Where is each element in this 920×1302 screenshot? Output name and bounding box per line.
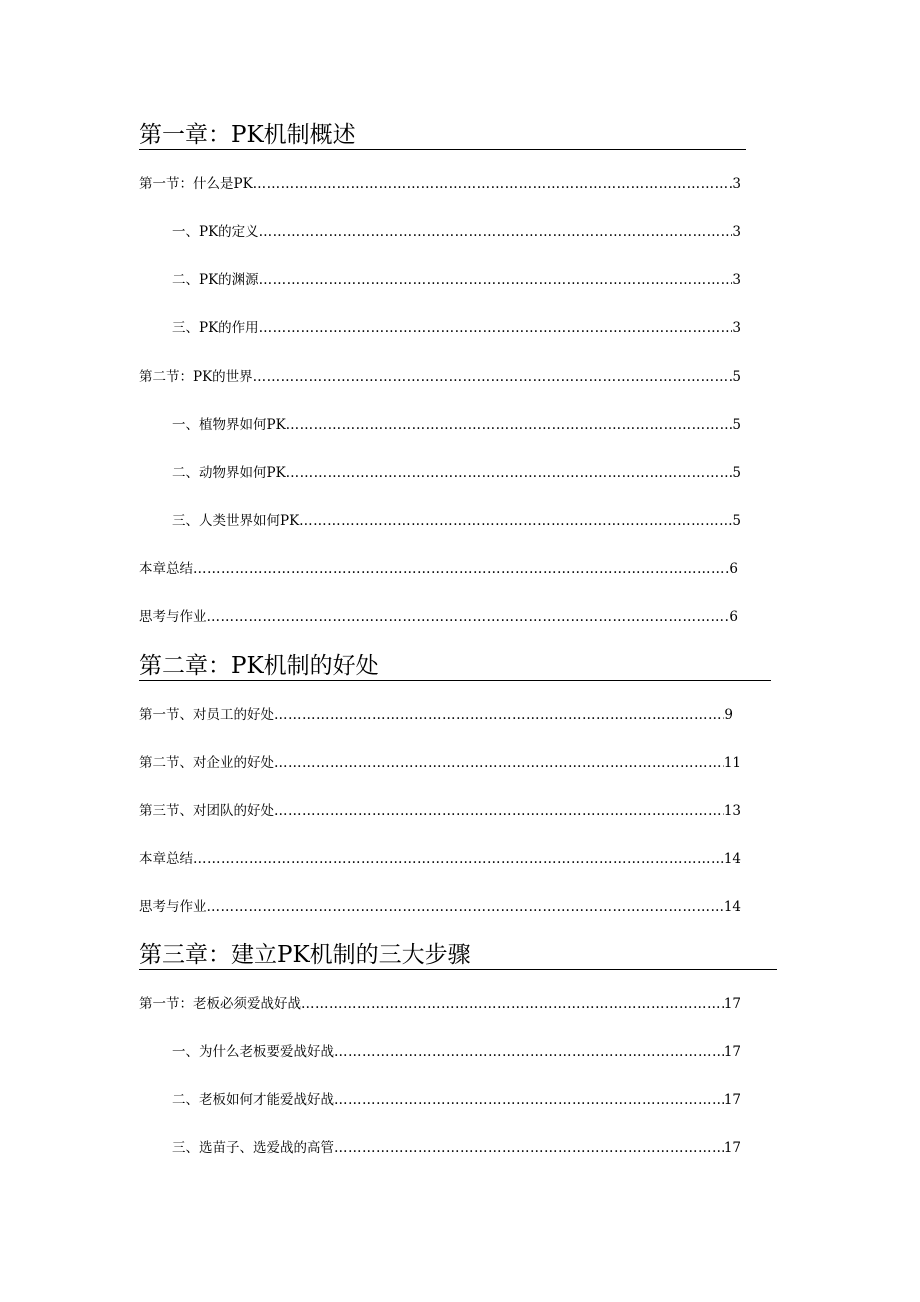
toc-entry-page: 9 <box>724 707 733 723</box>
toc-entry-page: 17 <box>723 996 741 1012</box>
toc-entry-label: 二、动物界如何PK <box>172 465 286 481</box>
toc-entry[interactable] <box>172 511 741 531</box>
toc-entry-page: 3 <box>732 224 741 240</box>
dot-leader <box>259 270 733 290</box>
dot-leader <box>299 511 732 531</box>
toc-entry[interactable] <box>139 607 738 627</box>
toc-entry-label: 第三节、对团队的好处 <box>139 803 274 819</box>
toc-entry[interactable] <box>139 367 741 387</box>
toc-entry-page: 14 <box>723 899 741 915</box>
toc-entry[interactable] <box>172 1090 741 1110</box>
dot-leader <box>253 367 733 387</box>
toc-entry-page: 5 <box>732 465 741 481</box>
chapter-3-title[interactable]: 第三章：建立PK机制的三大步骤 <box>139 941 777 970</box>
dot-leader <box>301 994 724 1014</box>
dot-leader <box>207 607 730 627</box>
toc-entry[interactable] <box>139 994 741 1014</box>
toc-entry-label: 第二节、对企业的好处 <box>139 755 274 771</box>
toc-entry-page: 17 <box>723 1092 741 1108</box>
toc-entry-page: 13 <box>723 803 741 819</box>
dot-leader <box>274 753 724 773</box>
toc-entry-label: 二、老板如何才能爱战好战 <box>172 1092 334 1108</box>
toc-entry-page: 3 <box>732 320 741 336</box>
dot-leader <box>193 849 724 869</box>
toc-entry-page: 17 <box>723 1044 741 1060</box>
toc-entry-label: 第一节：老板必须爱战好战 <box>139 996 301 1012</box>
dot-leader <box>259 318 733 338</box>
toc-entry[interactable] <box>139 849 741 869</box>
toc-entry[interactable] <box>172 270 741 290</box>
toc-entry-page: 14 <box>723 851 741 867</box>
toc-entry-label: 本章总结 <box>139 851 193 867</box>
dot-leader <box>259 222 733 242</box>
toc-entry[interactable] <box>172 222 741 242</box>
dot-leader <box>274 801 724 821</box>
toc-entry[interactable] <box>172 1042 741 1062</box>
toc-entry[interactable] <box>139 801 741 821</box>
toc-entry-label: 思考与作业 <box>139 899 207 915</box>
toc-entry-label: 一、植物界如何PK <box>172 417 286 433</box>
toc-entry-label: 一、为什么老板要爱战好战 <box>172 1044 334 1060</box>
toc-entry[interactable] <box>139 753 741 773</box>
chapter-2-title[interactable]: 第二章：PK机制的好处 <box>139 652 771 681</box>
toc-entry-label: 三、选苗子、选爱战的高管 <box>172 1140 334 1156</box>
chapter-1-title[interactable]: 第一章：PK机制概述 <box>139 121 746 150</box>
dot-leader <box>193 559 729 579</box>
toc-entry-page: 5 <box>732 417 741 433</box>
toc-entry-label: 二、PK的渊源 <box>172 272 259 288</box>
dot-leader <box>286 415 733 435</box>
dot-leader <box>334 1042 724 1062</box>
toc-entry-page: 17 <box>723 1140 741 1156</box>
toc-entry[interactable] <box>172 318 741 338</box>
dot-leader <box>286 463 733 483</box>
toc-entry-page: 3 <box>732 176 741 192</box>
toc-entry[interactable] <box>139 897 741 917</box>
toc-entry[interactable] <box>139 174 741 194</box>
toc-entry[interactable] <box>172 463 741 483</box>
dot-leader <box>274 705 724 725</box>
toc-entry-label: 第二节：PK的世界 <box>139 369 253 385</box>
toc-entry-page: 11 <box>723 755 741 771</box>
toc-entry-label: 三、人类世界如何PK <box>172 513 300 529</box>
dot-leader <box>253 174 733 194</box>
toc-entry-page: 3 <box>732 272 741 288</box>
toc-entry-page: 5 <box>732 513 741 529</box>
toc-entry-label: 第一节、对员工的好处 <box>139 707 274 723</box>
toc-entry[interactable] <box>172 415 741 435</box>
dot-leader <box>334 1138 724 1158</box>
toc-entry-label: 第一节：什么是PK <box>139 176 253 192</box>
toc-entry-label: 一、PK的定义 <box>172 224 259 240</box>
toc-entry-page: 5 <box>732 369 741 385</box>
toc-entry[interactable] <box>172 1138 741 1158</box>
toc-entry-label: 思考与作业 <box>139 609 207 625</box>
toc-entry-label: 三、PK的作用 <box>172 320 259 336</box>
toc-entry-page: 6 <box>729 561 738 577</box>
toc-entry-label: 本章总结 <box>139 561 193 577</box>
dot-leader <box>207 897 724 917</box>
dot-leader <box>334 1090 724 1110</box>
toc-entry[interactable] <box>139 559 738 579</box>
toc-entry[interactable] <box>139 705 733 725</box>
toc-entry-page: 6 <box>729 609 738 625</box>
